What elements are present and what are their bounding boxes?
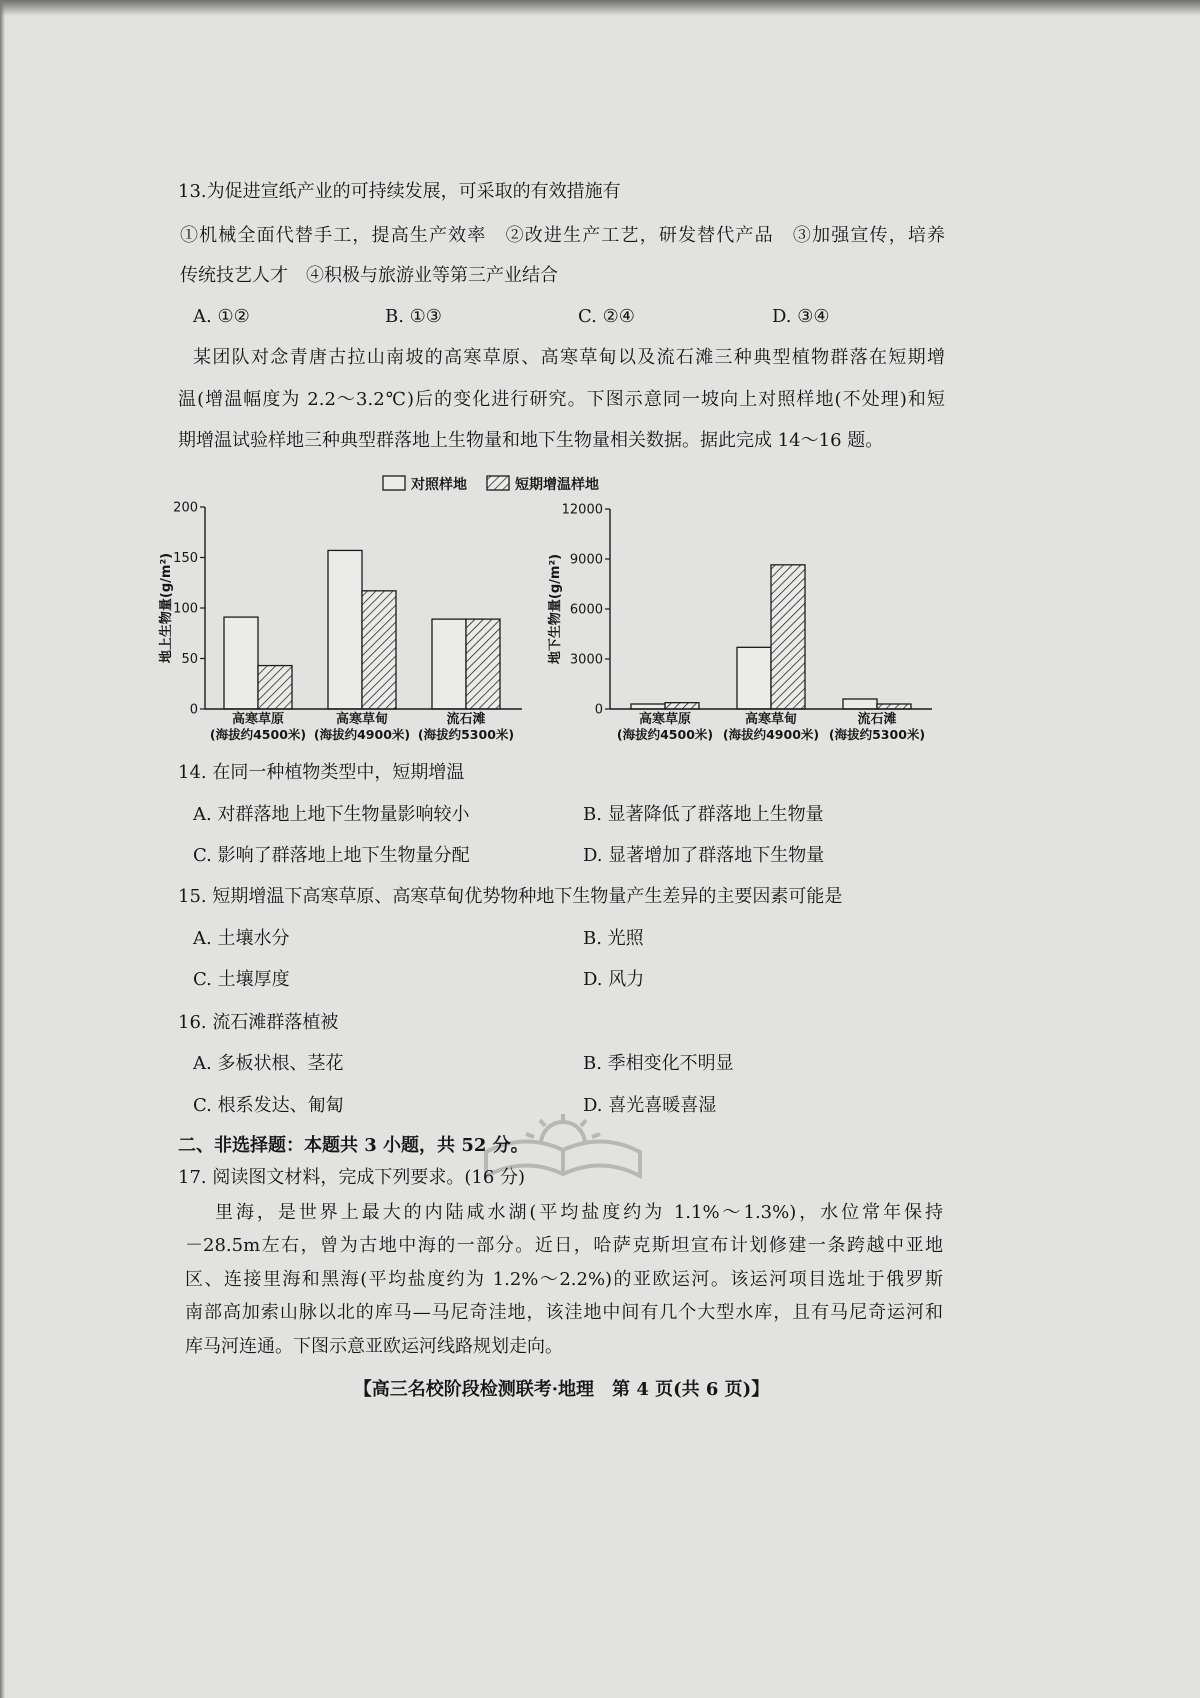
below-bar-control-alpine-meadow [737, 647, 771, 709]
q15-option-d: D. 风力 [583, 969, 645, 990]
page-footer: 【高三名校阶段检测联考·地理 第 4 页(共 6 页)】 [353, 1379, 770, 1400]
above-category-label: 高寒草原 [231, 712, 285, 727]
material-line-1: 某团队对念青唐古拉山南坡的高寒草原、高寒草甸以及流石滩三种典型植物群落在短期增 [193, 347, 945, 368]
below-category-label: 流石滩 [857, 712, 897, 727]
chart-legend [383, 476, 599, 493]
scan-edge-top [0, 0, 1200, 16]
aboveground-biomass-chart [158, 501, 522, 743]
below-category-elevation-label: (海拔约5300米) [828, 727, 926, 742]
above-category-elevation-label: (海拔约4900米) [313, 727, 411, 742]
q15-stem: 15. 短期增温下高寒草原、高寒草甸优势物种地下生物量产生差异的主要因素可能是 [178, 886, 843, 907]
above-bar-control-scree [432, 619, 466, 709]
section-2-heading: 二、非选择题：本题共 3 小题，共 52 分。 [178, 1135, 529, 1156]
scan-edge-left [0, 0, 5, 1698]
above-category-label: 流石滩 [446, 712, 486, 727]
q16-option-a: A. 多板状根、茎花 [193, 1053, 344, 1074]
q17-passage-line-4: 南部高加索山脉以北的库马—马尼奇洼地，该洼地中间有几个大型水库，且有马尼奇运河和 [185, 1302, 943, 1323]
legend-label-control: 对照样地 [411, 477, 467, 493]
legend-swatch-control [383, 476, 405, 490]
below-y-tick-label: 12000 [561, 502, 603, 518]
q13-statements-line-2: 传统技艺人才 ④积极与旅游业等第三产业结合 [180, 265, 558, 286]
q17-passage-line-1: 里海，是世界上最大的内陆咸水湖(平均盐度约为 1.1%～1.3%)，水位常年保持 [215, 1202, 943, 1223]
above-category-elevation-label: (海拔约4500米) [209, 727, 307, 742]
above-category-elevation-label: (海拔约5300米) [417, 727, 515, 742]
above-bar-control-alpine-steppe [224, 617, 258, 709]
below-bar-warming-alpine-meadow [771, 565, 805, 709]
below-category-elevation-label: (海拔约4500米) [616, 727, 714, 742]
q14-option-b: B. 显著降低了群落地上生物量 [583, 804, 824, 825]
q14-stem: 14. 在同一种植物类型中，短期增温 [178, 762, 465, 783]
above-y-axis-title: 地上生物量(g/m²) [159, 552, 174, 664]
q17-passage-line-3: 区、连接里海和黑海(平均盐度约为 1.2%～2.2%)的亚欧运河。该运河项目选址于俄罗斯 [185, 1269, 943, 1290]
above-y-tick-label: 150 [173, 551, 198, 566]
material-line-3: 期增温试验样地三种典型群落地上生物量和地下生物量相关数据。据此完成 14～16 题。 [178, 430, 884, 451]
above-bar-warming-alpine-steppe [258, 666, 292, 709]
q13-option-a: A. ①② [193, 306, 250, 327]
q17-passage-line-5: 库马河连通。下图示意亚欧运河线路规划走向。 [185, 1336, 563, 1357]
above-y-tick-label: 50 [181, 652, 198, 667]
q13-statements-line-1: ①机械全面代替手工，提高生产效率 ②改进生产工艺，研发替代产品 ③加强宣传，培养 [180, 225, 945, 246]
above-bar-warming-scree [466, 619, 500, 709]
q17-stem: 17. 阅读图文材料，完成下列要求。(16 分) [178, 1167, 526, 1188]
q16-option-d: D. 喜光喜暖喜湿 [583, 1095, 717, 1116]
above-y-tick-label: 200 [173, 500, 198, 516]
q15-option-c: C. 土壤厚度 [193, 969, 290, 990]
below-bar-control-alpine-steppe [631, 704, 665, 709]
q15-option-b: B. 光照 [583, 928, 644, 949]
q17-passage-line-2: －28.5m左右，曾为古地中海的一部分。近日，哈萨克斯坦宣布计划修建一条跨越中亚地 [185, 1235, 943, 1256]
q16-option-b: B. 季相变化不明显 [583, 1053, 734, 1074]
below-y-tick-label: 6000 [569, 602, 603, 618]
below-bar-warming-alpine-steppe [665, 703, 699, 709]
q15-option-a: A. 土壤水分 [193, 928, 290, 949]
q14-option-d: D. 显著增加了群落地下生物量 [583, 845, 825, 866]
q14-option-c: C. 影响了群落地上地下生物量分配 [193, 845, 470, 866]
biomass-bar-charts [140, 470, 960, 750]
legend-label-warming: 短期增温样地 [515, 477, 599, 493]
below-bar-warming-scree [877, 704, 911, 709]
above-y-tick-label: 0 [189, 702, 198, 718]
q13-option-c: C. ②④ [578, 306, 635, 327]
q13-option-d: D. ③④ [772, 306, 830, 327]
below-y-tick-label: 0 [594, 702, 603, 718]
legend-swatch-warming [487, 476, 509, 490]
below-category-elevation-label: (海拔约4900米) [722, 727, 820, 742]
above-bar-warming-alpine-meadow [362, 591, 396, 709]
below-category-label: 高寒草甸 [744, 712, 798, 727]
q13-stem: 13.为促进宣纸产业的可持续发展，可采取的有效措施有 [178, 181, 621, 202]
below-category-label: 高寒草原 [638, 712, 692, 727]
belowground-biomass-chart [547, 503, 932, 743]
above-category-label: 高寒草甸 [335, 712, 389, 727]
below-y-tick-label: 3000 [569, 652, 603, 668]
below-y-tick-label: 9000 [569, 552, 603, 568]
below-y-axis-title: 地下生物量(g/m²) [548, 553, 563, 665]
q13-option-b: B. ①③ [385, 306, 442, 327]
above-y-tick-label: 100 [173, 601, 198, 617]
q14-option-a: A. 对群落地上地下生物量影响较小 [193, 804, 470, 825]
q16-stem: 16. 流石滩群落植被 [178, 1012, 339, 1033]
above-bar-control-alpine-meadow [328, 550, 362, 709]
material-line-2: 温(增温幅度为 2.2～3.2℃)后的变化进行研究。下图示意同一坡向上对照样地(不处理)和短 [178, 389, 945, 410]
below-bar-control-scree [843, 699, 877, 709]
q16-option-c: C. 根系发达、匍匐 [193, 1095, 344, 1116]
